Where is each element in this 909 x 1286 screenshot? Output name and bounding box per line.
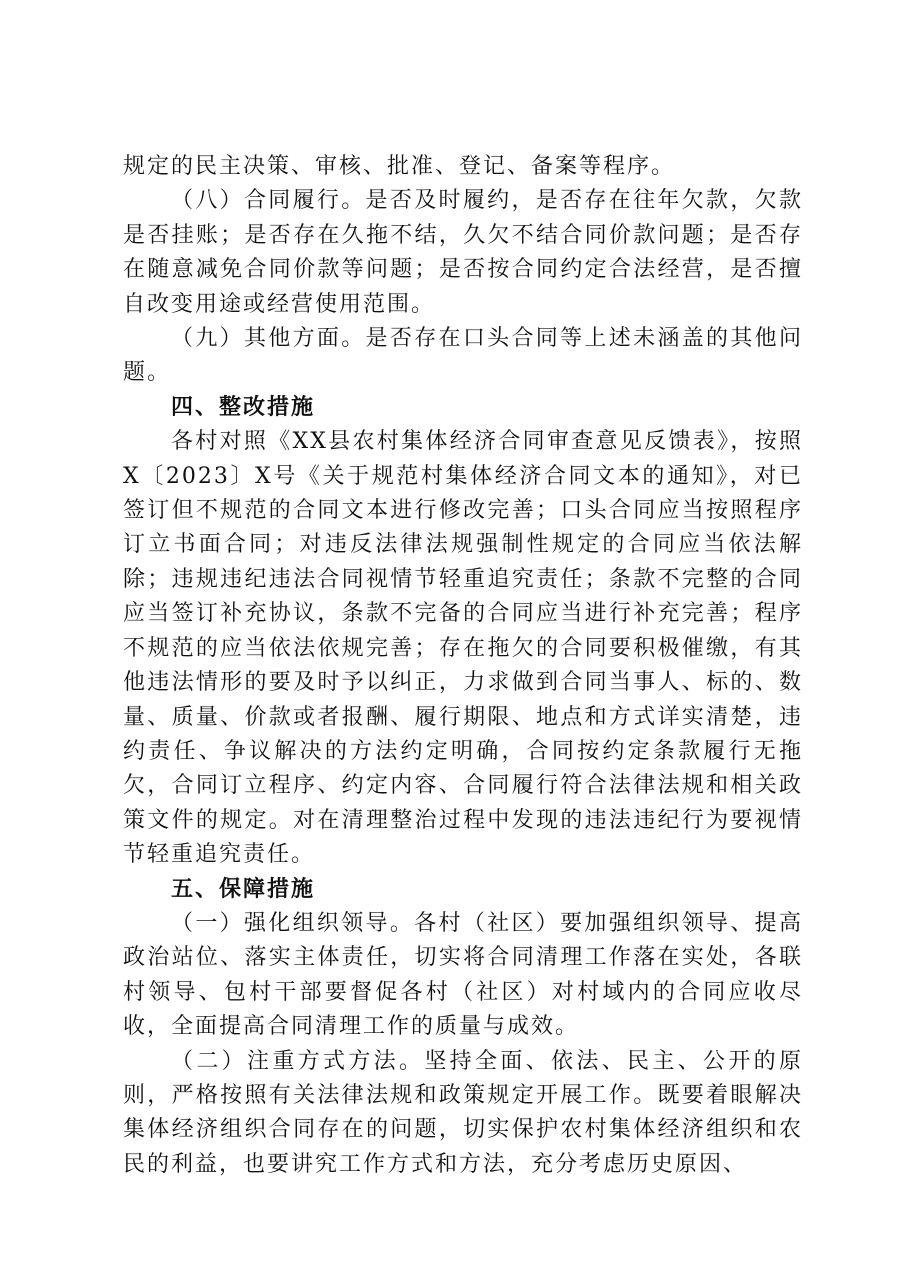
- section-heading-safeguards: 五、保障措施: [171, 876, 316, 902]
- paragraph-rectification: 各村对照《XX县农村集体经济合同审查意见反馈表》，按照X〔2023〕X号《关于规范村集体经济合同文本的通知》，对已签订但不规范的合同文本进行修改完善；口头合同应当按照程序订立书面合同；对违反法律法规强制性规定的合同应当依法解除；违规违纪违法合同视情节轻重追究责任；条款不完整的合同应当签订补充协议，条款不完备的合同应当进行补充完善；程序不规范的应当依法依规完善；存在拖欠的合同要积极催缴，有其他违法情形的要及时予以纠正，力求做到合同当事人、标的、数量、质量、价款或者报酬、履行期限、地点和方式详实清楚，违约责任、争议解决的方法约定明确，合同按约定条款履行无拖欠，合同订立程序、约定内容、合同履行符合法律法规和相关政策文件的规定。对在清理整治过程中发现的违法违纪行为要视情节轻重追究责任。: [123, 429, 803, 868]
- paragraph-organization: （一）强化组织领导。各村（社区）要加强组织领导、提高政治站位、落实主体责任，切实将合同清理工作落在实处，各联村领导、包村干部要督促各村（社区）对村域内的合同应收尽收，全面提高合同清理工作的质量与成效。: [123, 910, 803, 1040]
- document-body: [123, 150, 803, 1182]
- paragraph-methods: （二）注重方式方法。坚持全面、依法、民主、公开的原则，严格按照有关法律法规和政策规定开展工作。既要着眼解决集体经济组织合同存在的问题，切实保护农村集体经济组织和农民的利益，也要讲究工作方式和方法，充分考虑历史原因、: [123, 1048, 803, 1177]
- paragraph-contract-performance: （八）合同履行。是否及时履约，是否存在往年欠款，欠款是否挂账；是否存在久拖不结，久欠不结合同价款问题；是否存在随意减免合同价款等问题；是否按合同约定合法经营，是否擅自改变用途或经营使用范围。: [123, 188, 803, 317]
- section-heading-rectification: 四、整改措施: [171, 394, 316, 420]
- paragraph-other-aspects: （九）其他方面。是否存在口头合同等上述未涵盖的其他问题。: [123, 326, 803, 386]
- paragraph-continuation: 规定的民主决策、审核、批准、登记、备案等程序。: [123, 154, 676, 179]
